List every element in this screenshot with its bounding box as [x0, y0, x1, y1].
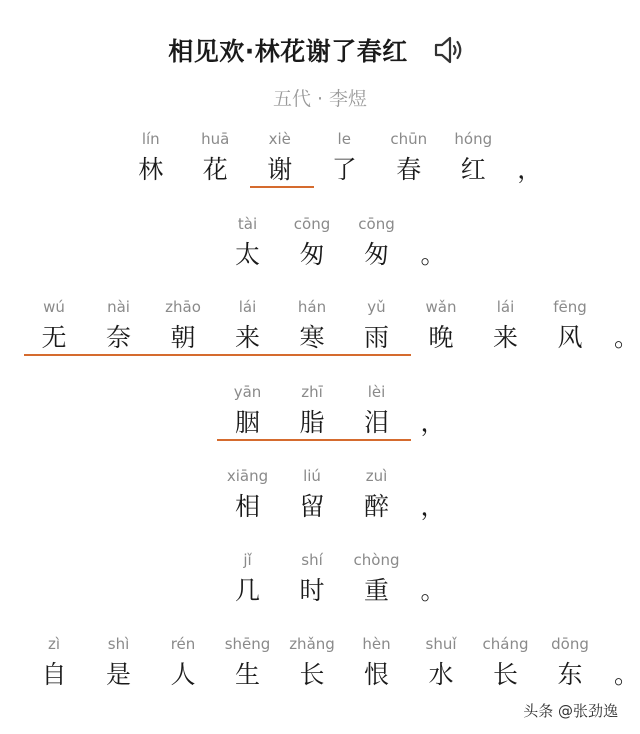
hanzi: 是	[105, 660, 131, 689]
pinyin: rén	[170, 635, 196, 653]
char-cell[interactable]	[538, 296, 602, 358]
punctuation: ，	[517, 155, 543, 184]
poem-title: 相见欢·林花谢了春红	[168, 37, 408, 66]
hanzi: 匆	[299, 240, 325, 269]
punctuation: 。	[420, 576, 446, 605]
poem-line	[0, 213, 640, 283]
char-cell[interactable]	[538, 633, 602, 695]
hanzi: 醉	[363, 492, 389, 521]
watermark: 头条 @张劲逸	[523, 702, 618, 720]
hanzi: 时	[299, 576, 325, 605]
pinyin: le	[337, 130, 351, 148]
pinyin: chòng	[353, 551, 400, 569]
pinyin: yān	[233, 383, 262, 401]
hanzi: 来	[234, 323, 260, 352]
pinyin: cōng	[358, 215, 395, 233]
hanzi: 人	[170, 660, 196, 689]
char-cell[interactable]	[474, 296, 538, 358]
char-cell[interactable]	[345, 213, 409, 275]
char-cell[interactable]	[345, 296, 409, 358]
hanzi: 恨	[363, 660, 389, 689]
pinyin: xiāng	[226, 467, 269, 485]
pinyin: dōng	[551, 635, 589, 653]
hanzi: 水	[428, 660, 454, 689]
hanzi: 重	[363, 576, 389, 605]
char-cell[interactable]	[216, 633, 280, 695]
char-cell[interactable]	[280, 549, 344, 611]
char-cell[interactable]	[441, 128, 505, 190]
char-cell[interactable]	[312, 128, 376, 190]
hanzi: 相	[234, 492, 260, 521]
char-cell[interactable]	[377, 128, 441, 190]
pinyin: wǎn	[425, 298, 457, 316]
hanzi: 春	[396, 155, 422, 184]
hanzi: 长	[299, 660, 325, 689]
pinyin: hán	[297, 298, 327, 316]
highlight-underline	[24, 354, 411, 356]
char-cell[interactable]	[183, 128, 247, 190]
pinyin: jǐ	[243, 551, 252, 569]
pinyin: nài	[107, 298, 130, 316]
pinyin: shì	[107, 635, 130, 653]
hanzi: 自	[41, 660, 67, 689]
poem-line	[0, 128, 640, 198]
char-cell[interactable]	[216, 296, 280, 358]
poem-line	[0, 296, 640, 366]
pinyin: liú	[303, 467, 321, 485]
char-cell[interactable]	[151, 633, 215, 695]
pinyin: shuǐ	[425, 635, 457, 653]
hanzi: 脂	[299, 408, 325, 437]
char-cell[interactable]	[216, 549, 280, 611]
pinyin: lèi	[367, 383, 386, 401]
char-cell[interactable]	[345, 381, 409, 443]
hanzi: 泪	[363, 408, 389, 437]
poem-line	[0, 381, 640, 451]
hanzi: 几	[234, 576, 260, 605]
hanzi: 朝	[170, 323, 196, 352]
hanzi: 匆	[363, 240, 389, 269]
punctuation: ，	[420, 492, 446, 521]
char-cell[interactable]	[345, 549, 409, 611]
hanzi: 谢	[267, 155, 293, 184]
pinyin: chūn	[390, 130, 428, 148]
char-cell[interactable]	[345, 633, 409, 695]
pinyin: shēng	[224, 635, 271, 653]
pinyin: zhī	[301, 383, 323, 401]
char-cell[interactable]	[87, 633, 151, 695]
poem-line	[0, 633, 640, 703]
pinyin: huā	[201, 130, 230, 148]
char-cell[interactable]	[409, 633, 473, 695]
char-cell[interactable]	[248, 128, 312, 190]
char-cell[interactable]	[216, 465, 280, 527]
punctuation: ，	[420, 408, 446, 437]
punctuation: 。	[613, 323, 639, 352]
char-cell[interactable]	[22, 633, 86, 695]
hanzi: 来	[492, 323, 518, 352]
hanzi: 红	[460, 155, 486, 184]
char-cell[interactable]	[409, 296, 473, 358]
author-line: 五代 · 李煜	[272, 88, 368, 110]
hanzi: 胭	[234, 408, 260, 437]
pinyin: lái	[238, 298, 257, 316]
hanzi: 花	[202, 155, 228, 184]
hanzi: 风	[557, 323, 583, 352]
highlight-underline	[217, 439, 411, 441]
hanzi: 雨	[363, 323, 389, 352]
hanzi: 长	[492, 660, 518, 689]
char-cell[interactable]	[280, 381, 344, 443]
hanzi: 林	[138, 155, 164, 184]
pinyin: lín	[141, 130, 160, 148]
pinyin: hèn	[362, 635, 391, 653]
pinyin: tài	[237, 215, 258, 233]
char-cell[interactable]	[280, 465, 344, 527]
pinyin: cōng	[293, 215, 331, 233]
hanzi: 奈	[105, 323, 131, 352]
hanzi: 留	[299, 492, 325, 521]
hanzi: 寒	[299, 323, 325, 352]
highlight-underline	[250, 186, 315, 188]
poem-line	[0, 549, 640, 619]
hanzi: 了	[331, 155, 357, 184]
hanzi: 东	[557, 660, 583, 689]
poem-line	[0, 465, 640, 535]
hanzi: 晚	[428, 323, 454, 352]
char-cell[interactable]	[345, 465, 409, 527]
hanzi: 太	[234, 240, 260, 269]
pinyin: lái	[496, 298, 515, 316]
pinyin: shí	[301, 551, 323, 569]
punctuation: 。	[613, 660, 639, 689]
char-cell[interactable]	[280, 633, 344, 695]
pinyin: hóng	[454, 130, 493, 148]
pinyin: yǔ	[367, 298, 386, 316]
char-cell[interactable]	[280, 213, 344, 275]
hanzi: 无	[41, 323, 67, 352]
char-cell[interactable]	[22, 296, 86, 358]
char-cell[interactable]	[151, 296, 215, 358]
pinyin: xiè	[268, 130, 291, 148]
char-cell[interactable]	[474, 633, 538, 695]
char-cell[interactable]	[216, 381, 280, 443]
pinyin: cháng	[482, 635, 529, 653]
pinyin: zhǎng	[289, 635, 335, 653]
char-cell[interactable]	[216, 213, 280, 275]
pinyin: wú	[43, 298, 65, 316]
char-cell[interactable]	[280, 296, 344, 358]
speaker-icon[interactable]	[432, 33, 466, 67]
pinyin: fēng	[553, 298, 587, 316]
hanzi: 生	[234, 660, 260, 689]
title-row	[0, 28, 640, 72]
punctuation: 。	[420, 240, 446, 269]
pinyin: zuì	[365, 467, 388, 485]
char-cell[interactable]	[87, 296, 151, 358]
pinyin: zhāo	[165, 298, 201, 316]
pinyin: zì	[47, 635, 61, 653]
char-cell[interactable]	[119, 128, 183, 190]
